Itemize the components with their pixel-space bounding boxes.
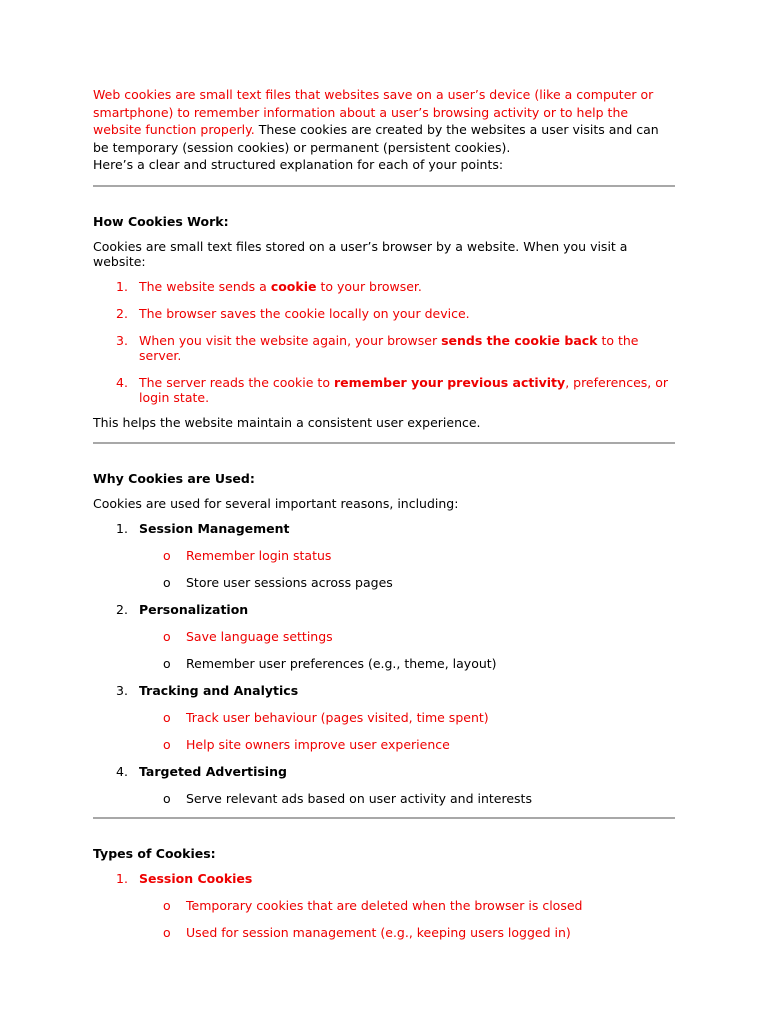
step-text-end: to the server. (139, 332, 639, 363)
reason-item (93, 521, 678, 536)
types-heading: Types of Cookies: (93, 845, 216, 861)
bullet-icon: o (163, 709, 171, 725)
intro-section (93, 86, 678, 174)
step-emphasis: cookie (270, 278, 317, 294)
divider-1 (93, 185, 675, 187)
reason-item (93, 764, 678, 779)
sub-item (93, 710, 678, 725)
step-text: The browser saves the cookie locally on your device. (139, 305, 470, 321)
how-step (93, 306, 678, 321)
reason-item (93, 683, 678, 698)
bullet-icon: o (163, 924, 171, 940)
how-outro: This helps the website maintain a consistent user experience. (93, 414, 481, 430)
why-reasons-list (93, 764, 678, 779)
why-heading: Why Cookies are Used: (93, 470, 255, 486)
step-number: 4. (116, 374, 128, 390)
type-title: Session Cookies (139, 870, 253, 886)
step-emphasis: sends the cookie back (441, 332, 598, 348)
intro-detail: These cookies are created by the websites a user visits and can be temporary (session cookies) or permanent (persistent cookies). (93, 122, 659, 155)
bullet-icon: o (163, 736, 171, 752)
how-step (93, 279, 678, 294)
reason-number: 3. (116, 682, 128, 698)
divider-2 (93, 442, 675, 444)
how-step (93, 375, 678, 405)
reason-number: 2. (116, 601, 128, 617)
reason-title: Tracking and Analytics (139, 682, 299, 698)
sub-item-text: Track user behaviour (pages visited, time spent) (186, 709, 489, 725)
sub-item-text: Serve relevant ads based on user activity and interests (186, 790, 532, 806)
sub-item (93, 898, 678, 913)
how-heading: How Cookies Work: (93, 213, 229, 229)
bullet-icon: o (163, 574, 171, 590)
sub-item (93, 791, 678, 806)
sub-item-text: Store user sessions across pages (186, 574, 393, 590)
step-number: 2. (116, 305, 128, 321)
sub-item-text: Used for session management (e.g., keeping users logged in) (186, 924, 571, 940)
sub-item-text: Temporary cookies that are deleted when the browser is closed (186, 897, 583, 913)
sub-item (93, 548, 678, 563)
type-number: 1. (116, 870, 128, 886)
bullet-icon: o (163, 628, 171, 644)
sub-item (93, 925, 678, 940)
bullet-icon: o (163, 897, 171, 913)
step-text: The website sends a (139, 278, 271, 294)
divider-3 (93, 817, 675, 819)
sub-item (93, 629, 678, 644)
why-reasons-list (93, 683, 678, 698)
sub-item (93, 656, 678, 671)
sub-item (93, 575, 678, 590)
document-content (93, 86, 678, 940)
reason-sublist (93, 710, 678, 752)
reason-sublist (93, 791, 678, 806)
why-intro: Cookies are used for several important reasons, including: (93, 495, 459, 511)
step-number: 3. (116, 332, 128, 348)
step-emphasis: remember your previous activity (333, 374, 566, 390)
step-text: When you visit the website again, your browser (139, 332, 442, 348)
step-text: The server reads the cookie to (139, 374, 334, 390)
how-intro: Cookies are small text files stored on a user’s browser by a website. When you visit a website: (93, 238, 628, 269)
intro-paragraph (93, 86, 678, 156)
sub-item-text: Help site owners improve user experience (186, 736, 450, 752)
reason-number: 1. (116, 520, 128, 536)
intro-lead-in: Here’s a clear and structured explanation for each of your points: (93, 157, 504, 172)
sub-item-text: Remember user preferences (e.g., theme, layout) (186, 655, 497, 671)
type-sublist (93, 898, 678, 940)
reason-sublist (93, 629, 678, 671)
reason-title: Targeted Advertising (139, 763, 287, 779)
why-reasons-list (93, 521, 678, 536)
how-step (93, 333, 678, 363)
reason-number: 4. (116, 763, 128, 779)
reason-item (93, 602, 678, 617)
intro-definition: Web cookies are small text files that websites save on a user’s device (like a computer or smartphone) to remember information about a user’s browsing activity or to help the website function properly. (93, 87, 654, 137)
sub-item-text: Remember login status (186, 547, 332, 563)
sub-item (93, 737, 678, 752)
how-steps-list (93, 279, 678, 405)
reason-sublist (93, 548, 678, 590)
sub-item-text: Save language settings (186, 628, 333, 644)
reason-title: Personalization (139, 601, 249, 617)
step-number: 1. (116, 278, 128, 294)
step-text-end: , preferences, or login state. (139, 374, 669, 405)
bullet-icon: o (163, 655, 171, 671)
reason-title: Session Management (139, 520, 290, 536)
bullet-icon: o (163, 547, 171, 563)
types-list (93, 871, 678, 886)
type-item (93, 871, 678, 886)
bullet-icon: o (163, 790, 171, 806)
step-text-end: to your browser. (316, 278, 422, 294)
why-reasons-list (93, 602, 678, 617)
